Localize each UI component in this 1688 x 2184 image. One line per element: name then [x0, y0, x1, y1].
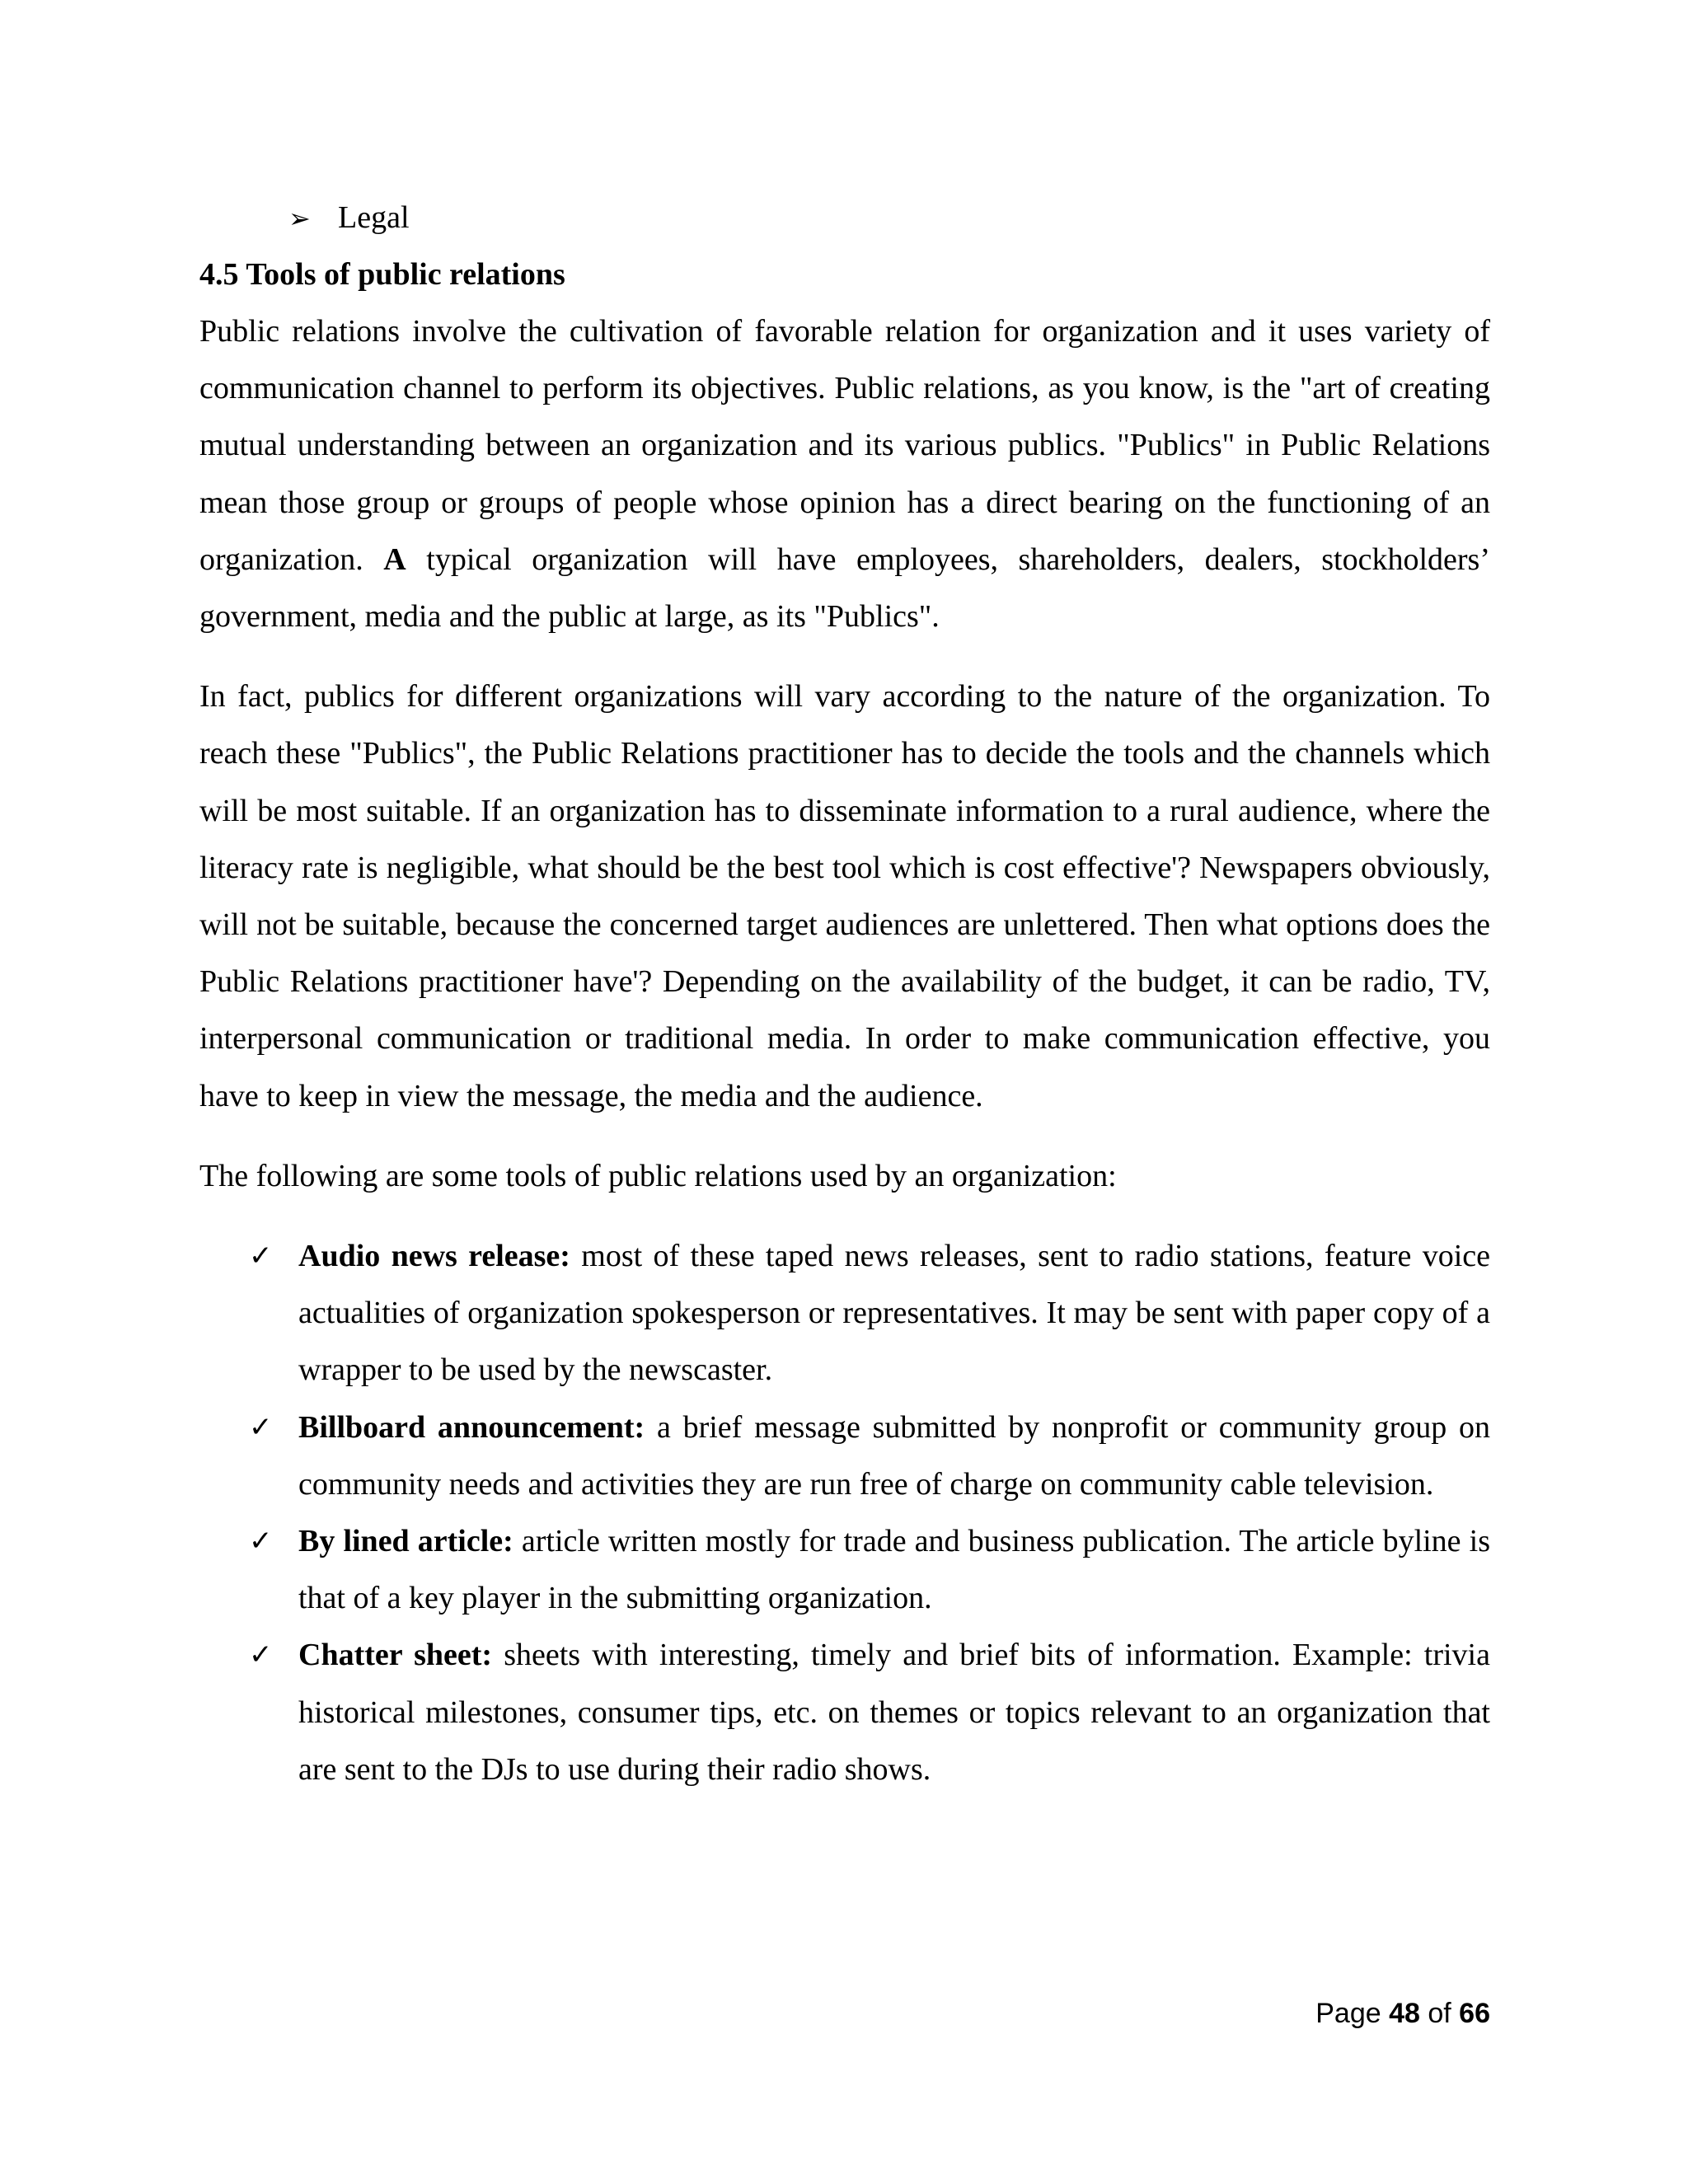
list-item — [199, 1513, 1490, 1627]
checkmark-icon: ✓ — [249, 1525, 273, 1558]
list-item — [199, 1228, 1490, 1399]
paragraph-intro-part1: Public relations involve the cultivation of favorable relation for organization and it uses variety of communication channel to perform its objectives. Public relations, as you know, is the "art of creating mutual understanding between an organization and its various publics. "Publics" in Public Relations mean those group or groups of people whose opinion has a direct bearing on the functioning of an organization. — [199, 314, 1490, 577]
page-footer — [1315, 1993, 1490, 2034]
tool-description: most of these taped news releases, sent to radio stations, feature voice actualities of organization spokesperson or representatives. It may be sent with paper copy of a wrapper to be used by the newscaster. — [298, 1239, 1490, 1388]
page-content — [199, 190, 1490, 1798]
paragraph-tools-intro: The following are some tools of public relations used by an organization: — [199, 1158, 1117, 1193]
paragraph-intro — [199, 303, 1490, 645]
of-label: of — [1419, 1998, 1460, 2029]
paragraph-publics: In fact, publics for different organizations will vary according to the nature of the organization. To reach these "Publics", the Public Relations practitioner has to decide the tools and the channels which will be most suitable. If an organization has to disseminate information to a rural audience, where the literacy rate is negligible, what should be the best tool which is cost effective'? Newspapers obviously, will not be suitable, because the concerned target audiences are unlettered. Then what options does the Public Relations practitioner have'? Depending on the availability of the budget, it can be radio, TV, interpersonal communication or traditional media. In order to make communication effective, you have to keep in view the message, the media and the audience. — [199, 679, 1490, 1113]
page-label: Page — [1315, 1998, 1390, 2029]
tools-list — [199, 1228, 1490, 1798]
list-item — [199, 1627, 1490, 1798]
paragraph-intro-part2: typical organization will have employees, shareholders, dealers, stockholders’ government, media and the public at large, as its "Publics". — [199, 541, 1490, 635]
checkmark-icon: ✓ — [249, 1638, 273, 1672]
checkmark-icon: ✓ — [249, 1240, 273, 1273]
tool-description: article written mostly for trade and business publication. The article byline is that of a key player in the submitting organization. — [298, 1524, 1490, 1616]
arrow-bullet-icon: ➢ — [288, 203, 311, 234]
tool-term: Chatter sheet: — [298, 1638, 493, 1673]
bullet-text: Legal — [338, 200, 410, 235]
tool-description: a brief message submitted by nonprofit or community group on community needs and activities they are run free of charge on community cable television. — [298, 1409, 1491, 1502]
paragraph-intro-bold-letter: A — [383, 541, 406, 577]
list-item — [199, 1399, 1490, 1513]
section-heading: 4.5 Tools of public relations — [199, 257, 565, 292]
page-number: 48 — [1389, 1998, 1420, 2029]
tool-term: Audio news release: — [298, 1239, 570, 1274]
tool-term: Billboard announcement: — [298, 1409, 645, 1445]
tool-term: By lined article: — [298, 1524, 513, 1559]
total-pages: 66 — [1459, 1998, 1490, 2029]
bullet-item-legal — [288, 190, 1490, 246]
checkmark-icon: ✓ — [249, 1410, 273, 1444]
tool-description: sheets with interesting, timely and brief bits of information. Example: trivia historical milestones, consumer tips, etc. on themes or topics relevant to an organization that are sent to the DJs to use during their radio shows. — [298, 1638, 1490, 1787]
